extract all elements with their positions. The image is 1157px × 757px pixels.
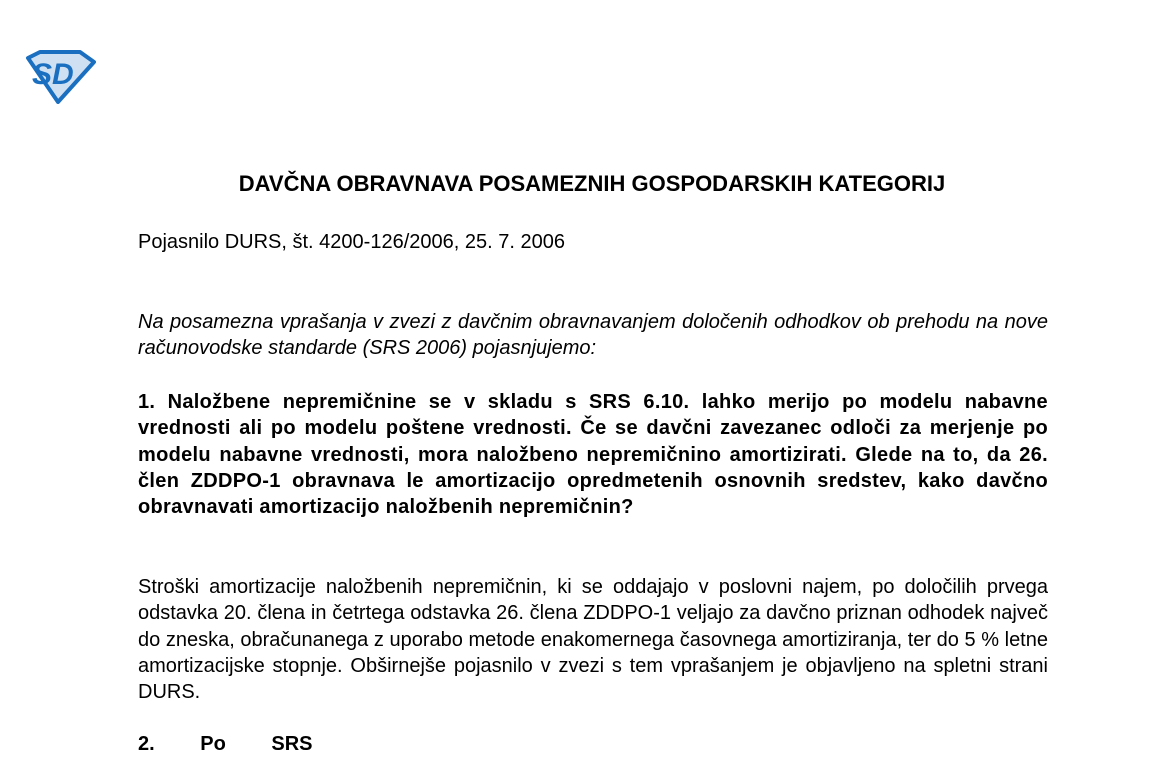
svg-text:SD: SD — [32, 58, 74, 91]
company-logo — [22, 50, 96, 104]
document-title: DAVČNA OBRAVNAVA POSAMEZNIH GOSPODARSKIH KATEGORIJ — [238, 171, 946, 196]
intro-paragraph: Na posamezna vprašanja v zvezi z davčnim obravnavanjem določenih odhodkov ob prehodu na nove računovodske standarde (SRS 2006) pojasnjujemo: — [138, 311, 1048, 360]
question-2-partial: 2. Po SRS — [138, 733, 313, 755]
answer-1: Stroški amortizacije naložbenih nepremičnin, ki se oddajajo v poslovni najem, po določilih prvega odstavka 20. člena in četrtega odstavka 26. člena ZDDPO-1 veljajo za davčno priznan odhodek največ do zneska, obračunanega z uporabo metode enakomernega časovnega amortiziranja, ter do 5 % letne amortizacijske stopnje. Obširnejše pojasnilo v zvezi s tem vprašanjem je objavljeno na spletni strani DURS. — [138, 576, 1048, 704]
document-source: Pojasnilo DURS, št. 4200-126/2006, 25. 7. 2006 — [138, 231, 565, 253]
question-1: 1. Naložbene nepremičnine se v skladu s SRS 6.10. lahko merijo po modelu nabavne vrednosti ali po modelu poštene vrednosti. Če se davčni zavezanec odloči za merjenje po modelu nabavne vrednosti, mora naložbeno nepremičnino amortizirati. Glede na to, da 26. člen ZDDPO-1 obravnava le amortizacijo opredmetenih osnovnih sredstev, kako davčno obravnavati amortizacijo naložbenih nepremičnin? — [138, 391, 1048, 519]
